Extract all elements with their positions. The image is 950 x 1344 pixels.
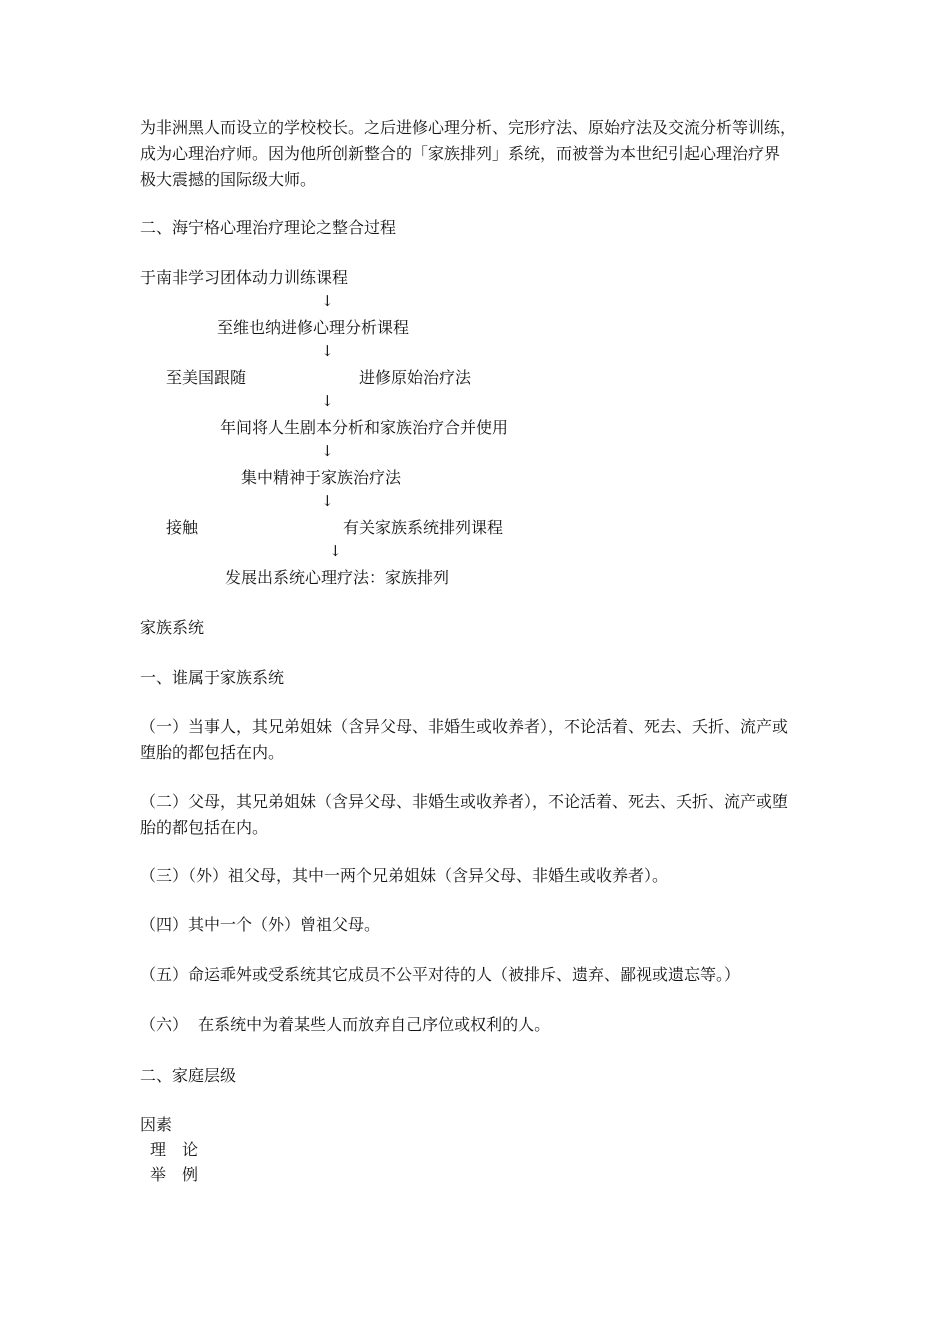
intro-line-3: 极大震撼的国际级大师。 (140, 170, 317, 189)
item-5: （五）命运乖舛或受系统其它成员不公平对待的人（被排斥、遗弃、鄙视或遗忘等。） (140, 965, 741, 984)
table-header-theory: 理 论 (150, 1140, 199, 1159)
family-system-title: 家族系统 (140, 618, 205, 637)
intro-line-1: 为非洲黑人而设立的学校校长。之后进修心理分析、完形疗法、原始疗法及交流分析等训练， (140, 118, 797, 137)
flow-arrow-3: ↓ (321, 392, 334, 410)
section-heading-who: 一、谁属于家族系统 (140, 668, 285, 687)
item-2-line-2: 胎的都包括在内。 (140, 818, 269, 837)
flow-arrow-5: ↓ (321, 492, 334, 510)
item-4: （四）其中一个（外）曾祖父母。 (140, 915, 381, 934)
item-1-line-2: 堕胎的都包括在内。 (140, 743, 285, 762)
flow-step-3-left: 至美国跟随 (166, 368, 247, 387)
item-3: （三）（外）祖父母，其中一两个兄弟姐妹（含异父母、非婚生或收养者）。 (140, 866, 669, 885)
flow-step-3-right: 进修原始治疗法 (359, 368, 472, 387)
flow-step-4: 年间将人生剧本分析和家族治疗合并使用 (220, 418, 509, 437)
flow-step-5: 集中精神于家族治疗法 (241, 468, 402, 487)
table-header-example: 举 例 (150, 1165, 199, 1184)
section-heading-hierarchy: 二、家庭层级 (140, 1066, 237, 1085)
flow-step-1: 于南非学习团体动力训练课程 (140, 268, 349, 287)
flow-step-6-left: 接触 (166, 518, 199, 537)
table-header-factor: 因素 (140, 1115, 173, 1134)
intro-line-2: 成为心理治疗师。因为他所创新整合的「家族排列」系统，而被誉为本世纪引起心理治疗界 (140, 144, 781, 163)
flow-step-6-right: 有关家族系统排列课程 (343, 518, 504, 537)
flow-arrow-1: ↓ (321, 292, 334, 310)
section-heading-integration: 二、海宁格心理治疗理论之整合过程 (140, 218, 397, 237)
flow-step-2: 至维也纳进修心理分析课程 (217, 318, 410, 337)
item-1-line-1: （一）当事人，其兄弟姐妹（含异父母、非婚生或收养者），不论活着、死去、夭折、流产或 (140, 717, 789, 736)
item-2-line-1: （二）父母，其兄弟姐妹（含异父母、非婚生或收养者），不论活着、死去、夭折、流产或堕 (140, 792, 789, 811)
item-6: （六） 在系统中为着某些人而放弃自己序位或权利的人。 (140, 1015, 551, 1034)
flow-arrow-6: ↓ (329, 542, 342, 560)
flow-arrow-4: ↓ (321, 442, 334, 460)
flow-step-7: 发展出系统心理疗法：家族排列 (225, 568, 450, 587)
flow-arrow-2: ↓ (321, 342, 334, 360)
